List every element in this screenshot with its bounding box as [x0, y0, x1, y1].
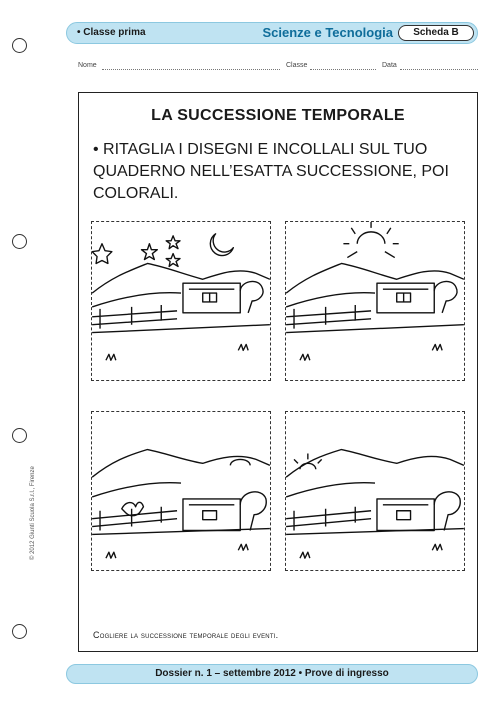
- subject-title: Scienze e Tecnologia: [262, 25, 393, 40]
- header-band: [66, 22, 478, 44]
- worksheet-title: LA SUCCESSIONE TEMPORALE: [151, 107, 405, 124]
- worksheet-panel: [78, 92, 478, 652]
- class-field[interactable]: [310, 69, 376, 70]
- learning-goal: Cogliere la successione temporale degli eventi.: [93, 630, 279, 640]
- class-field-label: Classe: [286, 62, 308, 69]
- date-field[interactable]: [400, 69, 478, 70]
- worksheet-instruction: • RITAGLIA I DISEGNI E INCOLLALI SUL TUO QUADERNO NELL’ESATTA SUCCESSIONE, POI COLORALI.: [93, 141, 449, 202]
- binder-hole: [12, 234, 27, 249]
- sheet-badge: Scheda B: [398, 25, 474, 41]
- picture-sunrise[interactable]: [285, 411, 465, 571]
- picture-sunset[interactable]: [91, 411, 271, 571]
- picture-night[interactable]: [91, 221, 271, 381]
- class-label: • Classe prima: [77, 27, 146, 38]
- binder-hole: [12, 624, 27, 639]
- binder-hole: [12, 428, 27, 443]
- name-label: Nome: [78, 62, 97, 69]
- date-label: Data: [382, 62, 397, 69]
- picture-midday[interactable]: [285, 221, 465, 381]
- name-field[interactable]: [102, 69, 280, 70]
- footer-band: Dossier n. 1 – settembre 2012 • Prove di ingresso: [66, 664, 478, 684]
- binder-hole: [12, 38, 27, 53]
- student-info-line: [78, 62, 478, 76]
- copyright-notice: © 2012 Giunti Scuola S.r.l., Firenze: [30, 466, 36, 560]
